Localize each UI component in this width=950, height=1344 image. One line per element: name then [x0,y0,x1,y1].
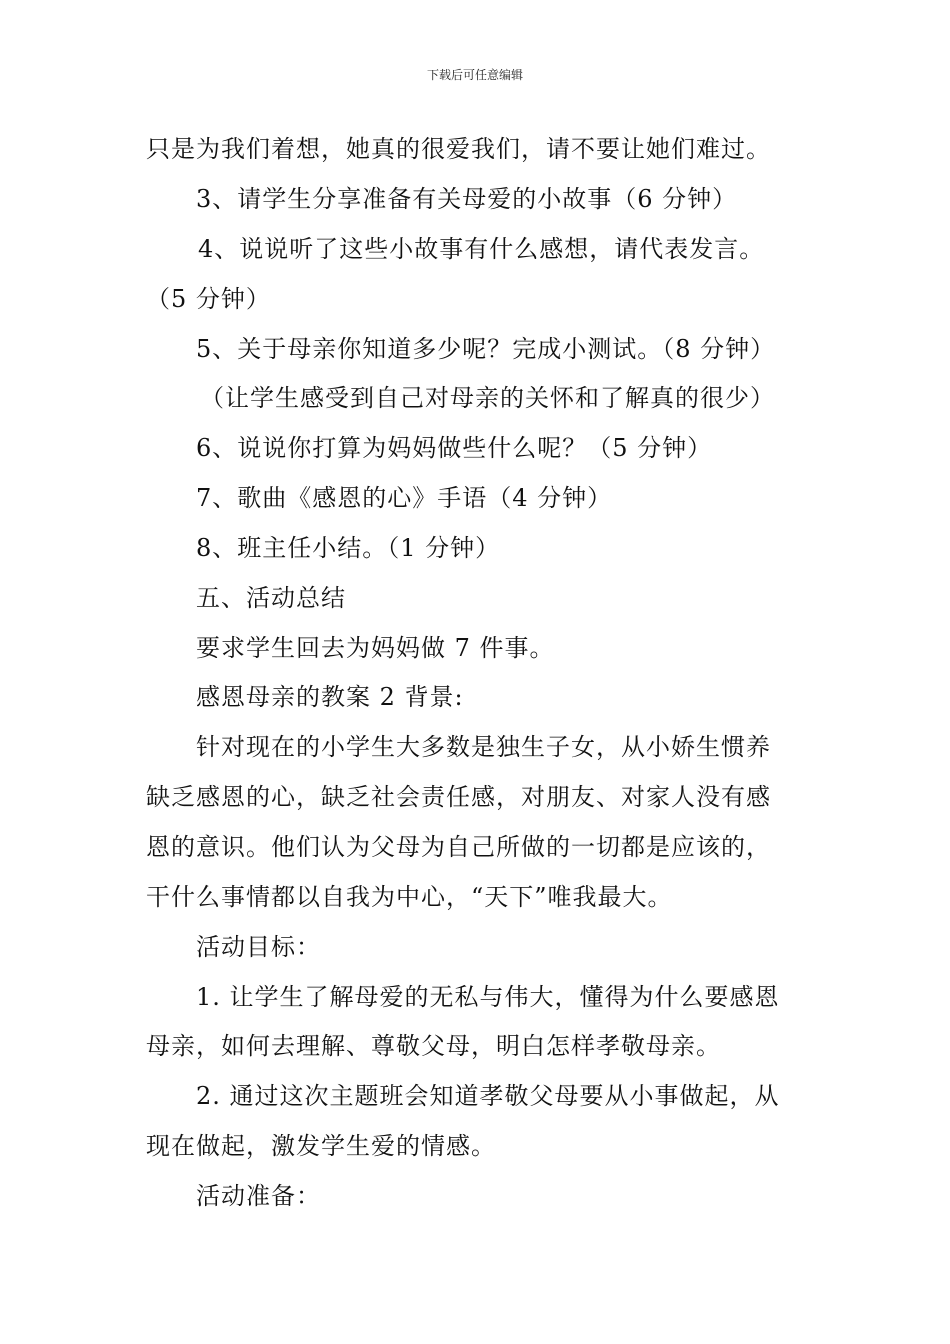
text-line: 8、班主任小结。（1 分钟） [196,534,501,562]
text-line: 恩的意识。他们认为父母为自己所做的一切都是应该的， [146,833,771,861]
section-heading: 感恩母亲的教案 2 背景: [196,683,464,711]
text-line: 4、说说听了这些小故事有什么感想，请代表发言。 [198,235,765,263]
text-line: 针对现在的小学生大多数是独生子女，从小娇生惯养 [196,733,771,761]
section-heading: 活动准备： [196,1182,321,1210]
text-line: （让学生感受到自己对母亲的关怀和了解真的很少） [200,384,775,412]
text-line: 干什么事情都以自我为中心，“天下”唯我最大。 [146,883,673,911]
text-line: 2. 通过这次主题班会知道孝敬父母要从小事做起，从 [196,1082,780,1110]
text-line: 母亲，如何去理解、尊敬父母，明白怎样孝敬母亲。 [146,1032,721,1060]
text-line: 缺乏感恩的心，缺乏社会责任感，对朋友、对家人没有感 [146,783,771,811]
text-line: （5 分钟） [146,285,271,313]
text-line: 1. 让学生了解母爱的无私与伟大，懂得为什么要感恩 [196,983,780,1011]
text-line: 7、歌曲《感恩的心》手语（4 分钟） [196,484,613,512]
text-line: 只是为我们着想，她真的很爱我们，请不要让她们难过。 [146,135,771,163]
page-header: 下载后可任意编辑 [426,68,523,82]
section-heading: 五、活动总结 [196,584,346,612]
text-line: 要求学生回去为妈妈做 7 件事。 [196,634,555,662]
text-line: 6、说说你打算为妈妈做些什么呢？（5 分钟） [196,434,713,462]
text-line: 5、关于母亲你知道多少呢？完成小测试。（8 分钟） [196,335,776,363]
text-line: 现在做起，激发学生爱的情感。 [146,1132,496,1160]
section-heading: 活动目标： [196,933,321,961]
text-line: 3、请学生分享准备有关母爱的小故事（6 分钟） [196,185,738,213]
